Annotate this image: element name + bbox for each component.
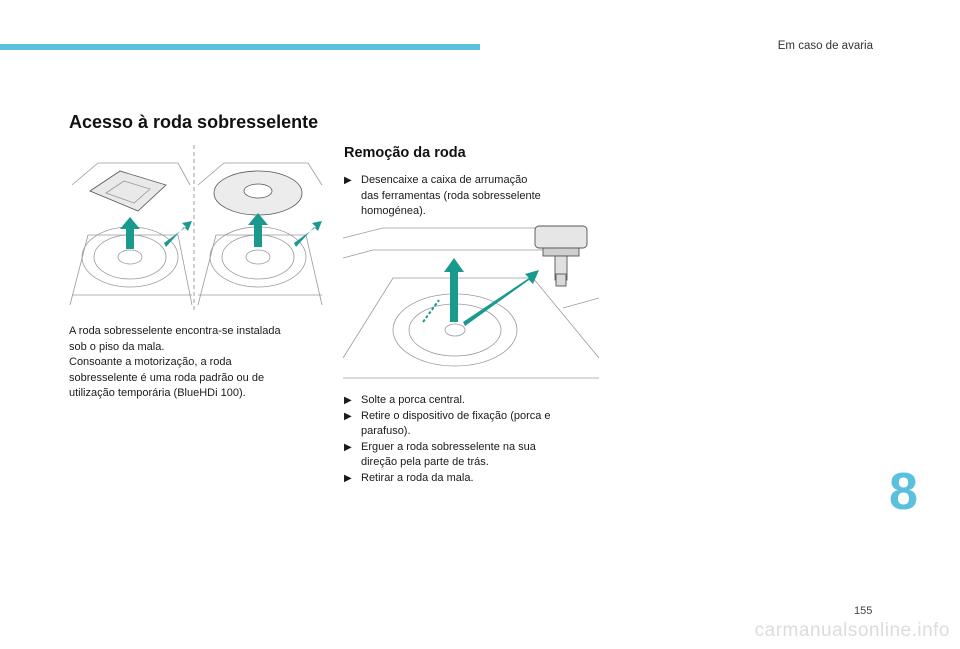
arrow-right-box-icon: ▶ [344, 410, 352, 422]
step-line: Solte a porca central. [361, 394, 465, 406]
intro-text [69, 324, 281, 402]
arrow-right-box-icon: ▶ [344, 175, 352, 186]
intro-line: A roda sobresselente encontra-se instalada [69, 325, 281, 337]
step-line: das ferramentas (roda sobresselente [361, 189, 541, 202]
list-item [344, 440, 551, 471]
list-item [344, 393, 551, 409]
watermark-text: carmanualsonline.info [754, 620, 950, 641]
step-line: parafuso). [361, 425, 411, 437]
arrow-right-box-icon: ▶ [344, 441, 352, 453]
section-heading: Remoção da roda [344, 145, 466, 161]
step-line: Erguer a roda sobresselente na sua [361, 440, 536, 453]
list-item [344, 409, 551, 440]
intro-line: sobresselente é uma roda padrão ou de [69, 371, 265, 384]
chapter-number: 8 [889, 463, 918, 521]
first-step-list [344, 173, 541, 220]
trunk-spare-wheel-illustration [343, 218, 599, 386]
arrow-right-box-icon: ▶ [344, 472, 352, 484]
top-accent-bar [0, 44, 480, 50]
removal-steps-list [344, 393, 551, 486]
step-line: homogénea). [361, 205, 426, 217]
list-item [344, 471, 551, 487]
step-line: Desencaixe a caixa de arrumação [361, 174, 528, 186]
intro-line: Consoante a motorização, a roda [69, 356, 232, 368]
list-item [344, 173, 541, 220]
page-title: Acesso à roda sobresselente [69, 112, 319, 132]
arrow-right-box-icon: ▶ [344, 395, 352, 406]
step-line: Retire o dispositivo de fixação (porca e [361, 409, 551, 422]
intro-line: utilização temporária (BlueHDi 100). [69, 387, 246, 399]
section-label: Em caso de avaria [777, 40, 873, 52]
spare-wheel-illustration [68, 145, 324, 313]
page-number: 155 [854, 605, 873, 617]
step-line: Retirar a roda da mala. [361, 471, 474, 484]
intro-line: sob o piso da mala. [69, 340, 165, 353]
step-line: direção pela parte de trás. [361, 456, 489, 468]
